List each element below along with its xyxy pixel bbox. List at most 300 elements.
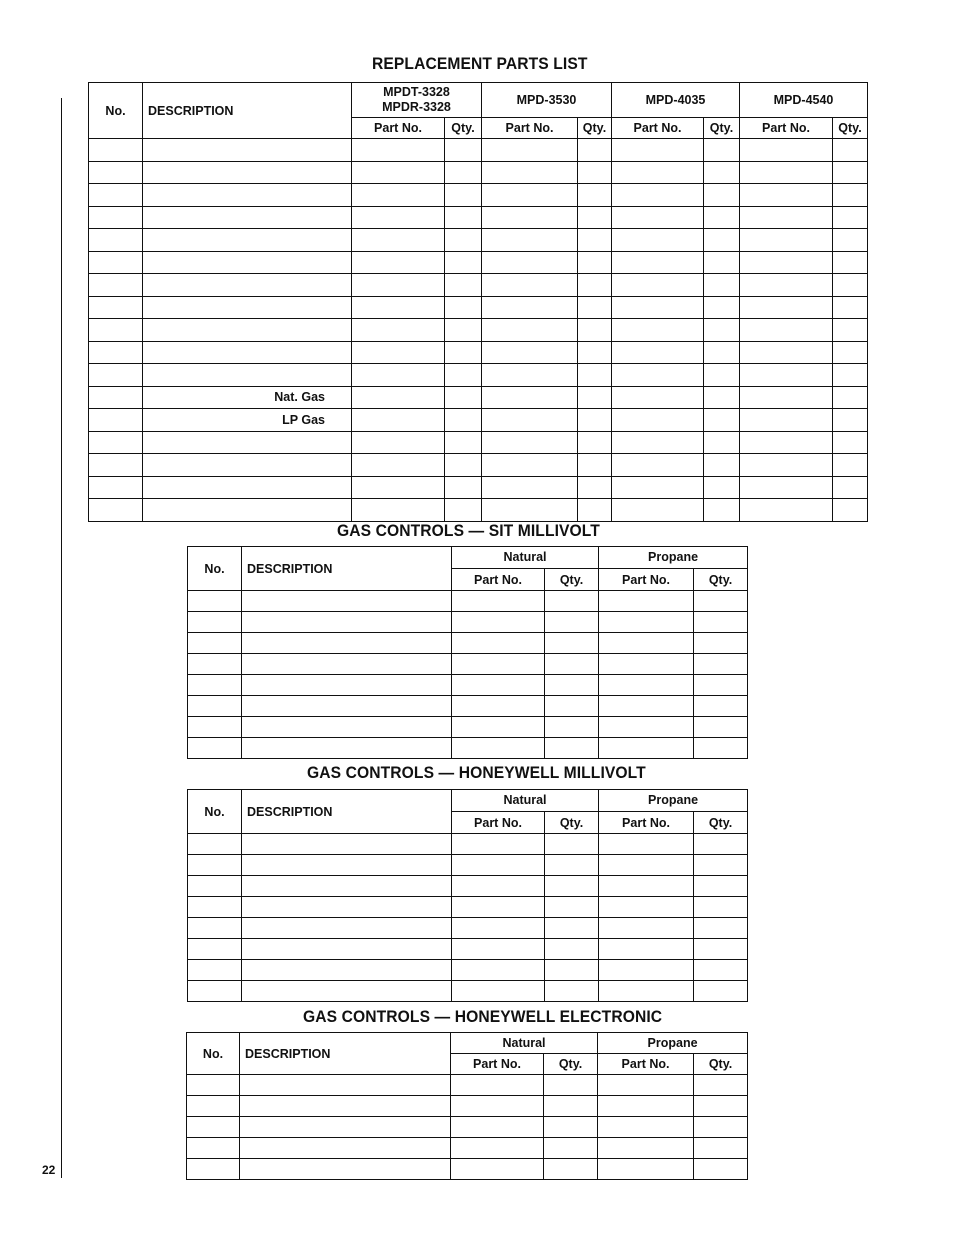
- table-row: [89, 431, 868, 454]
- part-no-cell: [599, 918, 694, 939]
- description-cell: [143, 476, 352, 499]
- qty-cell: [694, 675, 748, 696]
- no-header: No.: [89, 83, 143, 139]
- table-row: [187, 1138, 748, 1159]
- part-no-cell: [598, 1159, 694, 1180]
- part-no-cell: [740, 139, 833, 162]
- table-row: [188, 654, 748, 675]
- no-cell: [89, 386, 143, 409]
- no-header: No.: [188, 790, 242, 834]
- part-no-cell: [482, 161, 578, 184]
- no-cell: [187, 1096, 240, 1117]
- part-no-header: Part No.: [452, 812, 545, 834]
- part-no-cell: [612, 319, 704, 342]
- part-no-cell: [451, 1117, 544, 1138]
- replacement-parts-title: REPLACEMENT PARTS LIST: [372, 54, 588, 73]
- part-no-cell: [352, 319, 445, 342]
- qty-header: Qty.: [694, 1054, 748, 1075]
- part-no-cell: [352, 206, 445, 229]
- qty-cell: [445, 161, 482, 184]
- part-no-cell: [612, 184, 704, 207]
- qty-header: Qty.: [578, 118, 612, 139]
- description-cell: [242, 696, 452, 717]
- description-cell: [143, 296, 352, 319]
- qty-cell: [704, 364, 740, 387]
- part-no-cell: [451, 1075, 544, 1096]
- qty-cell: [833, 229, 868, 252]
- description-cell: [242, 876, 452, 897]
- description-cell: [242, 633, 452, 654]
- qty-cell: [694, 717, 748, 738]
- description-cell: [143, 206, 352, 229]
- qty-header: Qty.: [544, 1054, 598, 1075]
- part-no-cell: [612, 296, 704, 319]
- part-no-cell: [352, 184, 445, 207]
- no-cell: [89, 476, 143, 499]
- part-no-cell: [599, 939, 694, 960]
- table-row: [89, 409, 868, 432]
- description-cell: [240, 1096, 451, 1117]
- table-row: [188, 696, 748, 717]
- description-cell: [143, 499, 352, 522]
- qty-cell: [694, 897, 748, 918]
- part-no-cell: [452, 717, 545, 738]
- replacement-parts-table: [88, 82, 868, 522]
- part-no-cell: [598, 1138, 694, 1159]
- part-no-cell: [352, 454, 445, 477]
- qty-cell: [704, 161, 740, 184]
- part-no-cell: [598, 1075, 694, 1096]
- part-no-cell: [482, 319, 578, 342]
- table-row: [188, 591, 748, 612]
- description-cell: [143, 229, 352, 252]
- part-no-cell: [482, 476, 578, 499]
- description-cell: [242, 834, 452, 855]
- table-row: [188, 738, 748, 759]
- part-no-cell: [599, 675, 694, 696]
- part-no-header: Part No.: [598, 1054, 694, 1075]
- qty-cell: [445, 409, 482, 432]
- description-cell: [240, 1075, 451, 1096]
- table-row: [89, 161, 868, 184]
- honeywell-millivolt-rows: [188, 834, 748, 1002]
- qty-cell: [704, 251, 740, 274]
- qty-cell: [578, 499, 612, 522]
- natural-header: Natural: [451, 1033, 598, 1054]
- qty-cell: [833, 296, 868, 319]
- page-number: 22: [42, 1163, 56, 1177]
- no-cell: [188, 876, 242, 897]
- no-cell: [89, 454, 143, 477]
- qty-cell: [694, 960, 748, 981]
- table-row: [188, 960, 748, 981]
- honeywell-electronic-rows: [187, 1075, 748, 1180]
- qty-cell: [704, 184, 740, 207]
- qty-cell: [578, 364, 612, 387]
- qty-cell: [545, 654, 599, 675]
- honeywell-millivolt-table: [187, 789, 748, 1002]
- no-cell: [188, 855, 242, 876]
- part-no-cell: [451, 1159, 544, 1180]
- part-no-cell: [452, 675, 545, 696]
- qty-cell: [445, 476, 482, 499]
- part-no-cell: [740, 341, 833, 364]
- table-row: [89, 386, 868, 409]
- table-row: [187, 1096, 748, 1117]
- part-no-cell: [740, 386, 833, 409]
- no-cell: [188, 918, 242, 939]
- qty-header: Qty.: [445, 118, 482, 139]
- qty-cell: [694, 654, 748, 675]
- qty-cell: [833, 251, 868, 274]
- qty-header: Qty.: [694, 812, 748, 834]
- part-no-cell: [452, 633, 545, 654]
- no-cell: [89, 184, 143, 207]
- qty-cell: [545, 876, 599, 897]
- qty-cell: [545, 981, 599, 1002]
- description-cell: [242, 855, 452, 876]
- no-cell: [187, 1075, 240, 1096]
- no-header: No.: [188, 547, 242, 591]
- table-row: [89, 296, 868, 319]
- qty-cell: [578, 251, 612, 274]
- table-row: [188, 939, 748, 960]
- part-no-header: Part No.: [599, 812, 694, 834]
- part-no-cell: [452, 918, 545, 939]
- part-no-header: Part No.: [452, 569, 545, 591]
- table-row: [188, 612, 748, 633]
- part-no-cell: [452, 876, 545, 897]
- description-cell: [242, 675, 452, 696]
- qty-cell: [545, 855, 599, 876]
- description-cell: Nat. Gas: [143, 386, 352, 409]
- no-cell: [188, 981, 242, 1002]
- honeywell-electronic-table: [186, 1032, 748, 1180]
- qty-cell: [445, 296, 482, 319]
- qty-cell: [578, 296, 612, 319]
- propane-header: Propane: [599, 547, 748, 569]
- qty-cell: [445, 386, 482, 409]
- no-cell: [89, 274, 143, 297]
- table-row: [187, 1117, 748, 1138]
- part-no-cell: [452, 981, 545, 1002]
- part-no-cell: [482, 409, 578, 432]
- part-no-cell: [599, 876, 694, 897]
- qty-cell: [704, 386, 740, 409]
- qty-cell: [833, 454, 868, 477]
- part-no-cell: [740, 161, 833, 184]
- part-no-cell: [482, 251, 578, 274]
- table-row: [89, 499, 868, 522]
- qty-cell: [833, 499, 868, 522]
- part-no-cell: [352, 409, 445, 432]
- qty-header: Qty.: [704, 118, 740, 139]
- part-no-cell: [612, 476, 704, 499]
- qty-cell: [544, 1117, 598, 1138]
- model-header-mpd-4035: MPD-4035: [612, 83, 740, 118]
- part-no-cell: [612, 364, 704, 387]
- part-no-cell: [352, 499, 445, 522]
- no-cell: [89, 229, 143, 252]
- part-no-cell: [599, 717, 694, 738]
- qty-header: Qty.: [694, 569, 748, 591]
- part-no-cell: [612, 229, 704, 252]
- part-no-cell: [482, 431, 578, 454]
- part-no-cell: [599, 897, 694, 918]
- qty-cell: [833, 341, 868, 364]
- part-no-header: Part No.: [740, 118, 833, 139]
- honeywell-millivolt-title: GAS CONTROLS — HONEYWELL MILLIVOLT: [307, 763, 646, 782]
- qty-cell: [445, 499, 482, 522]
- part-no-cell: [452, 939, 545, 960]
- part-no-cell: [599, 633, 694, 654]
- qty-cell: [545, 675, 599, 696]
- table-row: [89, 139, 868, 162]
- qty-cell: [578, 274, 612, 297]
- table-row: [188, 918, 748, 939]
- part-no-cell: [740, 296, 833, 319]
- description-cell: [242, 897, 452, 918]
- description-cell: [242, 939, 452, 960]
- no-cell: [188, 696, 242, 717]
- qty-cell: [704, 206, 740, 229]
- part-no-cell: [740, 476, 833, 499]
- qty-cell: [545, 918, 599, 939]
- part-no-cell: [740, 431, 833, 454]
- qty-cell: [578, 319, 612, 342]
- qty-cell: [578, 184, 612, 207]
- replacement-parts-rows: [89, 139, 868, 522]
- table-row: [188, 633, 748, 654]
- model-header-mpd-4540: MPD-4540: [740, 83, 868, 118]
- qty-cell: [694, 738, 748, 759]
- qty-cell: [578, 161, 612, 184]
- table-row: [89, 229, 868, 252]
- description-cell: [143, 454, 352, 477]
- table-row: [89, 476, 868, 499]
- description-header: DESCRIPTION: [143, 83, 352, 139]
- part-no-cell: [740, 251, 833, 274]
- part-no-cell: [452, 738, 545, 759]
- part-no-cell: [352, 296, 445, 319]
- table-row: [188, 876, 748, 897]
- part-no-cell: [612, 341, 704, 364]
- no-cell: [188, 633, 242, 654]
- part-no-header: Part No.: [599, 569, 694, 591]
- part-no-cell: [482, 296, 578, 319]
- part-no-cell: [740, 184, 833, 207]
- qty-cell: [578, 139, 612, 162]
- description-cell: [143, 274, 352, 297]
- description-cell: [240, 1159, 451, 1180]
- qty-cell: [704, 139, 740, 162]
- sit-millivolt-table: [187, 546, 748, 759]
- qty-cell: [694, 834, 748, 855]
- no-cell: [188, 717, 242, 738]
- qty-cell: [445, 139, 482, 162]
- qty-cell: [445, 341, 482, 364]
- qty-header: Qty.: [833, 118, 868, 139]
- qty-cell: [833, 364, 868, 387]
- qty-cell: [833, 139, 868, 162]
- part-no-cell: [598, 1117, 694, 1138]
- qty-cell: [578, 386, 612, 409]
- no-cell: [89, 319, 143, 342]
- qty-header: Qty.: [545, 569, 599, 591]
- qty-cell: [704, 319, 740, 342]
- part-no-cell: [599, 696, 694, 717]
- qty-cell: [578, 206, 612, 229]
- part-no-cell: [740, 206, 833, 229]
- qty-cell: [578, 229, 612, 252]
- qty-cell: [544, 1075, 598, 1096]
- qty-cell: [833, 319, 868, 342]
- qty-cell: [545, 939, 599, 960]
- qty-cell: [704, 341, 740, 364]
- description-cell: [242, 738, 452, 759]
- qty-cell: [545, 591, 599, 612]
- qty-cell: [544, 1096, 598, 1117]
- part-no-cell: [599, 855, 694, 876]
- qty-cell: [578, 409, 612, 432]
- description-cell: [143, 184, 352, 207]
- part-no-cell: [612, 499, 704, 522]
- qty-cell: [694, 1138, 748, 1159]
- qty-cell: [704, 296, 740, 319]
- no-cell: [188, 612, 242, 633]
- part-no-cell: [612, 139, 704, 162]
- part-no-cell: [352, 161, 445, 184]
- qty-cell: [578, 341, 612, 364]
- part-no-cell: [599, 960, 694, 981]
- description-cell: [242, 654, 452, 675]
- qty-cell: [578, 454, 612, 477]
- qty-cell: [578, 431, 612, 454]
- part-no-cell: [452, 654, 545, 675]
- qty-cell: [704, 454, 740, 477]
- qty-cell: [704, 499, 740, 522]
- part-no-cell: [740, 454, 833, 477]
- part-no-cell: [482, 454, 578, 477]
- table-row: [187, 1075, 748, 1096]
- description-cell: [143, 139, 352, 162]
- description-cell: [242, 918, 452, 939]
- qty-cell: [704, 409, 740, 432]
- no-cell: [187, 1138, 240, 1159]
- table-row: [89, 274, 868, 297]
- natural-header: Natural: [452, 547, 599, 569]
- model-line2: MPDR-3328: [382, 100, 451, 114]
- part-no-header: Part No.: [612, 118, 704, 139]
- qty-cell: [694, 855, 748, 876]
- qty-cell: [833, 274, 868, 297]
- qty-cell: [545, 696, 599, 717]
- table-row: [89, 364, 868, 387]
- part-no-cell: [598, 1096, 694, 1117]
- part-no-cell: [482, 386, 578, 409]
- qty-cell: [833, 409, 868, 432]
- part-no-cell: [740, 319, 833, 342]
- qty-cell: [694, 939, 748, 960]
- no-cell: [89, 499, 143, 522]
- no-cell: [188, 738, 242, 759]
- table-row: [188, 834, 748, 855]
- no-cell: [89, 161, 143, 184]
- propane-header: Propane: [599, 790, 748, 812]
- no-cell: [187, 1159, 240, 1180]
- part-no-header: Part No.: [352, 118, 445, 139]
- part-no-cell: [352, 274, 445, 297]
- no-cell: [89, 431, 143, 454]
- part-no-cell: [612, 206, 704, 229]
- part-no-cell: [740, 364, 833, 387]
- qty-cell: [694, 918, 748, 939]
- qty-cell: [445, 251, 482, 274]
- description-cell: [143, 341, 352, 364]
- no-cell: [89, 251, 143, 274]
- model-header-mpdt-3328: [352, 83, 482, 118]
- part-no-cell: [452, 591, 545, 612]
- description-cell: [242, 960, 452, 981]
- table-row: [188, 717, 748, 738]
- qty-cell: [694, 876, 748, 897]
- qty-cell: [833, 184, 868, 207]
- description-cell: [143, 364, 352, 387]
- qty-cell: [833, 476, 868, 499]
- part-no-cell: [452, 960, 545, 981]
- qty-cell: [445, 364, 482, 387]
- qty-cell: [545, 960, 599, 981]
- description-cell: [242, 981, 452, 1002]
- qty-cell: [545, 834, 599, 855]
- no-cell: [89, 364, 143, 387]
- part-no-cell: [352, 476, 445, 499]
- model-header-mpd-3530: MPD-3530: [482, 83, 612, 118]
- part-no-cell: [482, 229, 578, 252]
- qty-cell: [578, 476, 612, 499]
- table-row: [89, 341, 868, 364]
- qty-cell: [544, 1138, 598, 1159]
- qty-cell: [694, 1075, 748, 1096]
- part-no-cell: [482, 274, 578, 297]
- qty-cell: [545, 717, 599, 738]
- qty-cell: [833, 386, 868, 409]
- qty-cell: [545, 897, 599, 918]
- qty-cell: [544, 1159, 598, 1180]
- part-no-cell: [740, 409, 833, 432]
- no-cell: [187, 1117, 240, 1138]
- part-no-cell: [352, 431, 445, 454]
- qty-cell: [694, 633, 748, 654]
- no-header: No.: [187, 1033, 240, 1075]
- no-cell: [188, 939, 242, 960]
- table-row: [89, 454, 868, 477]
- qty-cell: [704, 274, 740, 297]
- qty-cell: [694, 696, 748, 717]
- part-no-cell: [612, 454, 704, 477]
- no-cell: [89, 139, 143, 162]
- no-cell: [89, 206, 143, 229]
- no-cell: [89, 341, 143, 364]
- qty-cell: [545, 612, 599, 633]
- part-no-cell: [599, 834, 694, 855]
- part-no-cell: [482, 184, 578, 207]
- no-cell: [188, 591, 242, 612]
- part-no-cell: [352, 229, 445, 252]
- model-line1: MPDT-3328: [383, 85, 450, 99]
- part-no-cell: [482, 139, 578, 162]
- qty-cell: [445, 184, 482, 207]
